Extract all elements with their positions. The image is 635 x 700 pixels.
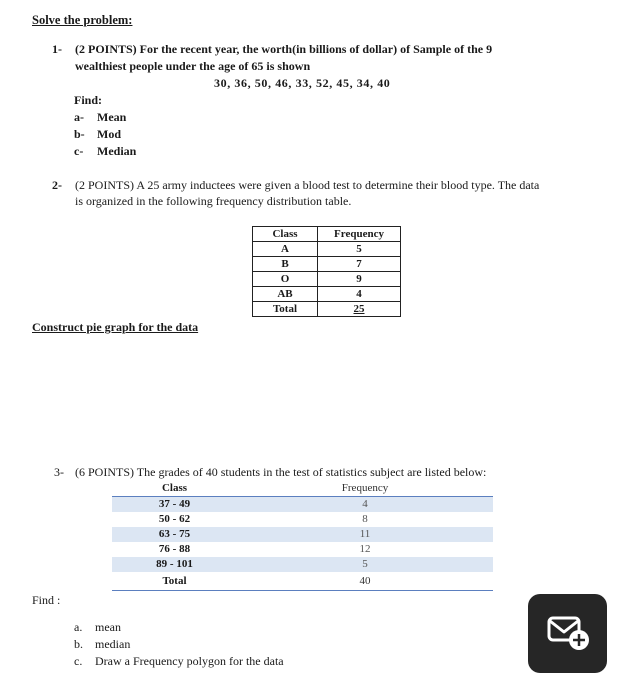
table-row: [112, 542, 493, 557]
q3-item-mean: mean: [95, 620, 121, 634]
frequency-cell: 8: [362, 513, 368, 525]
q1-item-mark-a: a-: [74, 110, 84, 124]
q1-line1: (2 POINTS) For the recent year, the worth(in billions of dollar) of Sample of the 9: [75, 42, 493, 56]
q3-find-label: Find :: [32, 593, 61, 607]
class-cell: 50 - 62: [158, 513, 191, 525]
q2-instruction: Construct pie graph for the data: [32, 320, 199, 334]
header-class: Class: [253, 227, 318, 242]
frequency-cell: 4: [318, 287, 401, 302]
class-cell: 89 - 101: [112, 557, 237, 572]
q1-data-values: 30, 36, 50, 46, 33, 52, 45, 34, 40: [214, 76, 391, 90]
q1-item-mod: Mod: [97, 127, 121, 141]
compose-message-button[interactable]: [528, 594, 607, 673]
table-total-row: [253, 302, 401, 317]
table-row: [253, 272, 401, 287]
total-value: 40: [237, 572, 493, 591]
table-row: [253, 257, 401, 272]
q1-item-mark-c: c-: [74, 144, 84, 158]
blood-type-table: [252, 226, 401, 317]
class-cell: 63 - 75: [112, 527, 237, 542]
table-header-row: [112, 481, 493, 497]
table-row: [253, 242, 401, 257]
table-total-row: [112, 572, 493, 591]
class-cell: 37 - 49: [112, 497, 237, 513]
q1-item-mean: Mean: [97, 110, 127, 124]
grades-table: [112, 481, 493, 591]
frequency-cell: 5: [318, 242, 401, 257]
table-header-row: [253, 227, 401, 242]
class-cell: B: [253, 257, 318, 272]
page-heading: Solve the problem:: [32, 13, 133, 27]
table-row: [253, 287, 401, 302]
total-label: Total: [112, 572, 237, 591]
q1-item-median: Median: [97, 144, 137, 158]
table-row: [112, 527, 493, 542]
frequency-cell: 12: [359, 543, 371, 555]
frequency-cell: 7: [318, 257, 401, 272]
q1-line2: wealthiest people under the age of 65 is shown: [75, 59, 311, 73]
q3-item-mark-a: a.: [74, 620, 83, 634]
q2-line2: is organized in the following frequency distribution table.: [75, 194, 352, 208]
total-value: 25: [318, 302, 401, 317]
frequency-cell: 9: [318, 272, 401, 287]
q1-find-label: Find:: [74, 93, 103, 107]
q2-line1: (2 POINTS) A 25 army inductees were given a blood test to determine their blood type. The data: [75, 178, 540, 192]
class-cell: 76 - 88: [158, 543, 191, 555]
total-label: Total: [253, 302, 318, 317]
q3-line1: (6 POINTS) The grades of 40 students in the test of statistics subject are listed below:: [75, 465, 487, 479]
class-cell: O: [253, 272, 318, 287]
q3-item-mark-b: b.: [74, 637, 83, 651]
q3-item-median: median: [95, 637, 131, 651]
class-cell: A: [253, 242, 318, 257]
frequency-cell: 4: [237, 497, 493, 513]
q3-number: 3-: [54, 465, 64, 479]
table-row: [112, 557, 493, 572]
q3-item-mark-c: c.: [74, 654, 83, 668]
header-class: Class: [112, 481, 237, 497]
header-frequency: Frequency: [318, 227, 401, 242]
q1-item-mark-b: b-: [74, 127, 85, 141]
frequency-cell: 5: [237, 557, 493, 572]
q1-number: 1-: [52, 42, 62, 56]
class-cell: AB: [253, 287, 318, 302]
q3-item-frequency-polygon: Draw a Frequency polygon for the data: [95, 654, 284, 668]
q2-number: 2-: [52, 178, 62, 192]
table-row: [112, 497, 493, 513]
mail-add-icon: [528, 594, 607, 673]
table-row: [112, 512, 493, 527]
frequency-cell: 11: [237, 527, 493, 542]
header-frequency: Frequency: [237, 481, 493, 497]
